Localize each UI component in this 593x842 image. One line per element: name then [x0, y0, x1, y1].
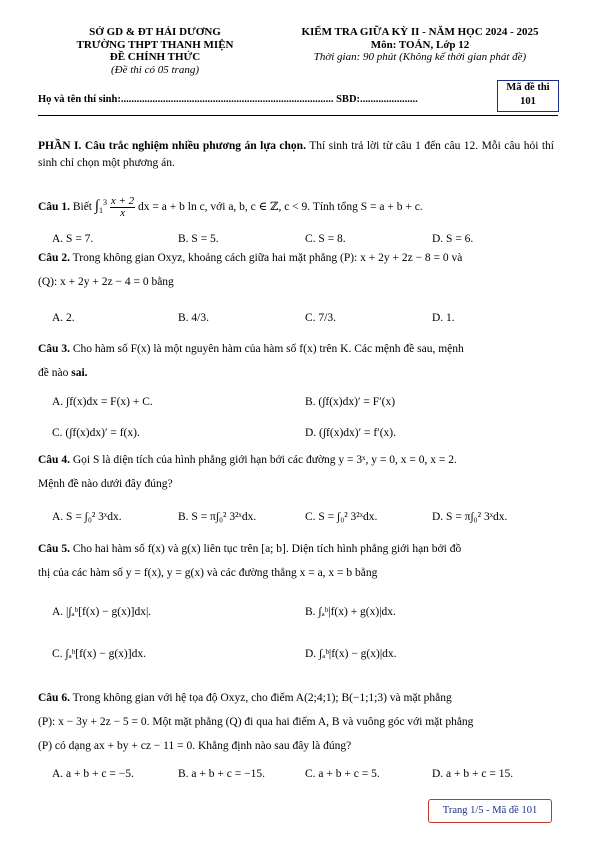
- question-6: [38, 686, 554, 758]
- option-c[interactable]: C. S = ∫₀² 3²ˣdx.: [305, 511, 378, 523]
- question-text-cont: (P): x − 3y + 2z − 5 = 0. Một mặt phẳng (Q) đi qua hai điểm A, B và vuông góc với mặt phẳng: [38, 716, 474, 728]
- option-a[interactable]: A. |∫ₐᵇ[f(x) − g(x)]dx|.: [52, 606, 152, 618]
- page-count-note: (Đề thi có 05 trang): [111, 63, 199, 76]
- question-text: Cho hàm số F(x) là một nguyên hàm của hàm số f(x) trên K. Các mệnh đề sau, mệnh: [69, 343, 464, 355]
- option-d[interactable]: D. (∫f(x)dx)′ = f′(x).: [305, 427, 396, 439]
- question-text-cont-2: (P) có dạng ax + by + cz − 11 = 0. Khẳng định nào sau đây là đúng?: [38, 740, 352, 752]
- section-intro: [38, 138, 554, 172]
- question-label: Câu 5.: [38, 543, 70, 555]
- fraction: $\frac{x + 2}{x}$: [110, 194, 135, 219]
- section-title: PHẦN I. Câu trắc nghiệm nhiều phương án lựa chọn.: [38, 140, 306, 152]
- question-text: Cho hai hàm số f(x) và g(x) liên tục trên [a; b]. Diện tích hình phẳng giới hạn bởi đồ: [69, 543, 462, 555]
- option-a[interactable]: A. a + b + c = −5.: [52, 768, 134, 780]
- school-name: TRƯỜNG THPT THANH MIỆN: [76, 38, 234, 51]
- question-keyword: sai.: [71, 367, 88, 379]
- option-b[interactable]: B. a + b + c = −15.: [178, 768, 265, 780]
- candidate-name-line: Họ và tên thí sinh:................................................................................. SBD:......................: [38, 94, 418, 105]
- department-name: SỞ GD & ĐT HẢI DƯƠNG: [89, 26, 221, 38]
- question-3-options-row2: [0, 427, 593, 443]
- option-a[interactable]: A. 2.: [52, 312, 75, 324]
- question-5: [38, 540, 554, 582]
- question-2: [38, 249, 554, 291]
- duration: Thời gian: 90 phút (Không kể thời gian phát đề): [313, 51, 527, 63]
- exam-code-box: [497, 80, 559, 112]
- question-label: Câu 1.: [38, 200, 70, 213]
- option-b[interactable]: B. ∫ₐᵇ|f(x) + g(x)|dx.: [305, 606, 396, 618]
- question-text-cont: dx = a + b ln c, với a, b, c ∈ ℤ, c < 9. Tính tổng S = a + b + c.: [138, 200, 423, 213]
- option-a[interactable]: A. ∫f(x)dx = F(x) + C.: [52, 396, 153, 408]
- exam-header: [270, 26, 570, 64]
- question-text: Trong không gian Oxyz, khoảng cách giữa hai mặt phẳng (P): x + 2y + 2z − 8 = 0 và: [69, 252, 463, 264]
- exam-code-label: Mã đề thi: [506, 82, 550, 93]
- question-text-cont: thị của các hàm số y = f(x), y = g(x) và các đường thẳng x = a, x = b bằng: [38, 567, 378, 579]
- option-c[interactable]: C. ∫ₐᵇ[f(x) − g(x)]dx.: [52, 648, 146, 660]
- question-4-options: [0, 511, 593, 527]
- header-divider: [38, 115, 558, 116]
- option-d[interactable]: D. S = π∫₀² 3ˣdx.: [432, 511, 508, 523]
- integral-symbol: ∫: [94, 197, 99, 214]
- question-text: Trong không gian với hệ tọa độ Oxyz, cho điểm A(2;4;1); B(−1;1;3) và mặt phẳng: [69, 692, 452, 704]
- question-2-options: [0, 312, 593, 334]
- question-label: Câu 6.: [38, 692, 70, 704]
- option-c[interactable]: C. (∫f(x)dx)′ = f(x).: [52, 427, 140, 439]
- question-label: Câu 4.: [38, 454, 70, 466]
- option-d[interactable]: D. 1.: [432, 312, 455, 324]
- question-label: Câu 2.: [38, 252, 70, 264]
- school-header: [60, 26, 250, 76]
- option-c[interactable]: C. S = 8.: [305, 233, 346, 245]
- option-d[interactable]: D. ∫ₐᵇ|f(x) − g(x)|dx.: [305, 648, 397, 660]
- page-footer: Trang 1/5 - Mã đề 101: [428, 799, 552, 823]
- official-label: ĐỀ CHÍNH THỨC: [109, 51, 201, 63]
- question-3: [38, 340, 554, 382]
- option-b[interactable]: B. (∫f(x)dx)′ = F′(x): [305, 396, 396, 408]
- question-6-options: [0, 768, 593, 784]
- option-d[interactable]: D. S = 6.: [432, 233, 474, 245]
- question-text: Biết: [69, 200, 95, 213]
- question-4: [38, 451, 554, 493]
- question-text-cont: đề nào: [38, 367, 72, 379]
- question-5-options-row2: [0, 648, 593, 664]
- section-text: Thí sinh trả lời từ câu 1 đến câu 12. Mỗi câu hỏi thí sinh chỉ chọn một phương án.: [38, 140, 554, 169]
- option-a[interactable]: A. S = ∫₀² 3ˣdx.: [52, 511, 122, 523]
- option-b[interactable]: B. S = 5.: [178, 233, 219, 245]
- option-d[interactable]: D. a + b + c = 15.: [432, 768, 514, 780]
- option-c[interactable]: C. 7/3.: [305, 312, 336, 324]
- question-text: Gọi S là diện tích của hình phẳng giới hạn bởi các đường y = 3ˣ, y = 0, x = 0, x = 2.: [69, 454, 457, 466]
- option-c[interactable]: C. a + b + c = 5.: [305, 768, 380, 780]
- option-a[interactable]: A. S = 7.: [52, 233, 94, 245]
- question-1-options: [0, 233, 593, 249]
- question-label: Câu 3.: [38, 343, 70, 355]
- question-text-cont: Mệnh đề nào dưới đây đúng?: [38, 478, 173, 490]
- option-b[interactable]: B. S = π∫₀² 3²ˣdx.: [178, 511, 257, 523]
- exam-code-value: 101: [520, 96, 536, 107]
- question-1: Câu 1. Biết $\int_1^3$ $\frac{x + 2}{x}$ dx = a + b ln c, với a, b, c ∈ ℤ, c < 9. Tính tổng S = a + b + c.: [38, 194, 423, 219]
- question-text-cont: (Q): x + 2y + 2z − 4 = 0 bằng: [38, 276, 174, 288]
- question-5-options-row1: [0, 606, 593, 622]
- question-3-options-row1: [0, 396, 593, 412]
- exam-title: KIỂM TRA GIỮA KỲ II - NĂM HỌC 2024 - 2025: [301, 26, 539, 38]
- option-b[interactable]: B. 4/3.: [178, 312, 209, 324]
- subject: Môn: TOÁN, Lớp 12: [370, 38, 470, 51]
